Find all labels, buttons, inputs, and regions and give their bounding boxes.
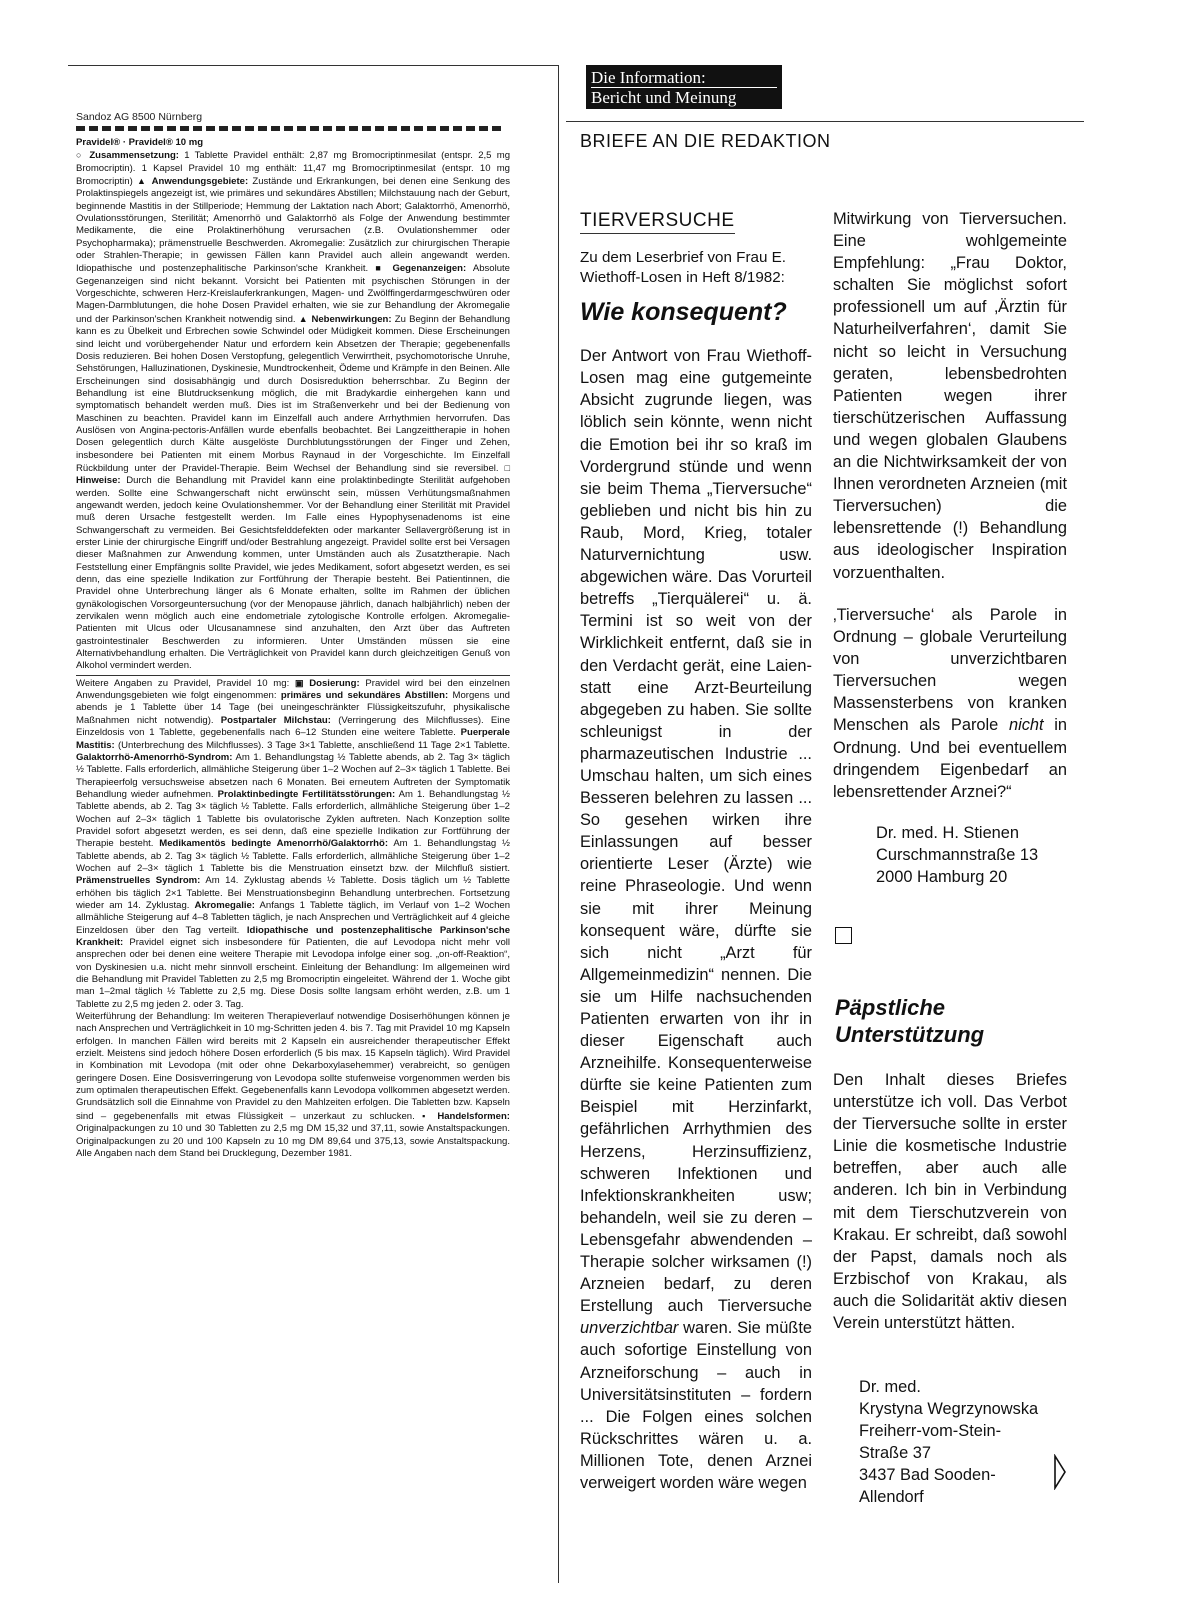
- letter2-headline: [835, 994, 1069, 1048]
- ad-dosage-text: (Unterbrechung des Milchflusses). 3 Tage 3×1 Tablette, anschließend 11 Tage 2×1 Tablette.: [117, 739, 510, 751]
- ad-dosage-text: Am 14. Zyklustag abends ½ Tablette. Dosis täglich um ½ Tablette erhöhen bis täglich 2×1 Tablette. Bei Menstruationsbeginn Behandlung unterbrechen. Fortsetzung wieder am 14. Zyklustag.: [76, 875, 510, 911]
- ad-section-text: Zu Beginn der Behandlung kann es zu Übelkeit und Erbrechen sowie Schwindel oder Müdigkeit kommen. Diese Erscheinungen sind leicht und vorübergehender Natur und erfordern kein Absetzen der Therapie; gegebenenfalls Dosis reduzieren. Bei hohen Dosen Verstopfung, gelegentlich Verwirrtheit, psychomotorische Unruhe, Sehstörungen, Halluzinationen, Dyskinesie, Mundtrockenheit, Ödeme und Krämpfe in den Beinen. Alle Erscheinungen sind dosisabhängig und durch Dosisreduktion beherrschbar. Zu Beginn der Behandlung ist eine Blutdrucksenkung möglich, die mit Bradykardie einhergehen kann und symptomatisch behandelt werden muß. Dies ist im Straßenverkehr und bei der Bedienung von Maschinen zu beachten. Pravidel kann im Einzelfall auch andere Arrhythmien hervorrufen. Das Auslösen von Angina-pectoris-Anfällen wurde ebenfalls beobachtet. Bei Langzeittherapie in hohen Dosen gelegentlich durch Kälte ausgelöste Durchblutungsstörungen der Finger und Zehen, insbesondere bei Patienten mit einem Morbus Raynaud in der Vorgeschichte. Im Einzelfall Rückbildung unter der Pravidel-Therapie. Beim Wechsel der Behandlung sind sie reversibel.: [76, 313, 511, 474]
- letter-paragraph-2: [833, 604, 1067, 803]
- letter2-body: Den Inhalt dieses Briefes unterstütze ich voll. Das Verbot der Tierversuche sollte in erster Linie die kosmetische Industrie betreffen, aber auch alle anderen. Ich bin in Verbindung mit dem Tierschutzverein von Krakau. Er schreibt, daß sowohl der Papst, damals noch als Erzbischof von Krakau, als auch die Solidarität aktiv diesen Verein unterstützt hätten.: [833, 1071, 1067, 1333]
- ad-dosage-lead: Akromegalie:: [194, 899, 255, 911]
- letter-kicker: TIERVERSUCHE: [580, 210, 735, 234]
- ad-dosage-text: Morgens und abends je 1 Tablette über 14 Tage (bei uneingeschränkter Flüssigkeitszufuhr, physikalische Maßnahmen nicht notwendig).: [76, 690, 510, 726]
- letter-intro: Zu dem Leserbrief von Frau E. Wiethoff-Losen in Heft 8/1982:: [580, 249, 786, 286]
- ad-dosage-lead: Puerperale Mastitis:: [76, 727, 510, 751]
- ad-section-lead: Nebenwirkungen:: [311, 313, 392, 325]
- section-title: BRIEFE AN DIE REDAKTION: [580, 131, 831, 151]
- letter-body-text: in Ordnung. Und bei eventuellem dringendem Eigenbedarf an lebensrettender Arznei?“: [833, 716, 1068, 801]
- letter-headline: Wie konsequent?: [580, 298, 787, 327]
- signature-line: Krystyna Wegrzynowska: [859, 1400, 1039, 1418]
- ad-dosage-text: (Verringerung des Milchflusses). Eine Einzeldosis von 1 Tablette, gegebenenfalls nach 6–12 Stunden eine weitere Tablette.: [76, 714, 511, 739]
- continue-arrow-icon: [1052, 1454, 1068, 1496]
- ad-handelsformen-lead: Handelsformen:: [437, 1110, 510, 1122]
- signature-line: Curschmannstraße 13: [876, 846, 1039, 864]
- ad-section-lead: Hinweise:: [76, 475, 121, 487]
- ad-dosage-text: Am 1. Behandlungstag ½ Tablette abends, ab 2. Tag 3× täglich ½ Tablette. Falls erforderlich, allmähliche Steigerung über 1–2 Wochen auf 2–3× täglich 1 Tablette bis die Menstruation einsetzt bzw. der Milchfluß sistiert.: [76, 838, 510, 874]
- ad-dosage-text: Anfangs 1 Tablette täglich, im Verlauf von 1–2 Wochen allmähliche Steigerung auf 4–8 Tabletten täglich, je nach Ansprechen und Verträglichkeit auf 4 gleiche Einzeldosen über den Tag verteilt.: [76, 899, 511, 936]
- signature-line: Dr. med. H. Stienen: [876, 824, 1020, 842]
- ad-divider: [76, 675, 510, 676]
- section-banner: [586, 65, 782, 109]
- ad-dosage-text: Am 1. Behandlungstag ½ Tablette abends, ab 2. Tag 3× täglich ½ Tablette. Falls erforderlich, allmähliche Steigerung über 1–2 Wochen auf 2–3× täglich 1 Tablette. Bei Therapieerfolg versuchsweise absetzen nach 6 Monaten. Bei erneutem Auftreten der Symptomatik Behandlung wieder aufnehmen.: [76, 751, 510, 800]
- ad-dosage-text: Weitere Angaben zu Pravidel, Pravidel 10 mg:: [76, 677, 290, 689]
- ad-section-lead: Zusammensetzung:: [89, 150, 179, 162]
- letter-body-text: ‚Tierversuche‘ als Parole in Ordnung – globale Verurteilung von unverzichtbaren Tierversuchen wegen Massensterbens von kranken Menschen als Parole: [833, 606, 1067, 735]
- ad-top-rule: [68, 65, 558, 66]
- warning-icon: ▲: [298, 313, 309, 324]
- signature-line: Freiherr-vom-Stein-: [859, 1422, 1002, 1440]
- ad-section-lead: Gegenanzeigen:: [392, 263, 467, 275]
- banner-line-1: Die Information:: [591, 68, 706, 87]
- ad-dosage-lead: primäres und sekundäres Abstillen:: [280, 690, 449, 702]
- signature-line: 3437 Bad Sooden-: [859, 1466, 996, 1484]
- ad-dashed-rule: [76, 126, 504, 131]
- ad-dosage-lead: Galaktorrhö-Amenorrhö-Syndrom:: [76, 751, 233, 763]
- ad-dosage-lead: Prämenstruelles Syndrom:: [76, 875, 201, 887]
- letter2-signature: [859, 1376, 1069, 1508]
- signature-line: Allendorf: [859, 1488, 924, 1506]
- ad-company: Sandoz AG 8500 Nürnberg: [76, 111, 203, 123]
- ad-dosage-lead: Idiopathische und postenzephalitische Parkinson'sche Krankheit:: [76, 924, 511, 948]
- ad-section-text: Absolute Gegenanzeigen sind nicht bekannt. Vorsicht bei Patienten mit psychischen Störungen in der Vorgeschichte, schweren Herz-Kreislauferkrankungen, Magen- und Zwölffingerdarmgeschwüren oder Magen-Darmblutungen, die hohe Dosen Pravidel erhalten, wie sie zur Behandlung der Akromegalie und der Parkinson'schen Krankheit notwendig sind.: [76, 263, 510, 325]
- ad-title: Pravidel® · Pravidel® 10 mg: [76, 137, 204, 148]
- pill-icon: ▣: [294, 677, 304, 688]
- triangle-icon: ▲: [136, 176, 148, 187]
- pharma-advertisement: [68, 65, 560, 1583]
- package-icon: ▪: [422, 1110, 430, 1121]
- column-divider: [558, 65, 559, 1583]
- ad-section-text: 1 Tablette Pravidel enthält: 2,87 mg Bromocriptinmesilat (entspr. 2,5 mg Bromocriptin). 1 Kapsel Pravidel 10 mg enthält: 11,47 mg Bromocriptinmesilat (entspr. 10 mg Bromocriptin): [76, 150, 510, 188]
- section-rule: [566, 121, 1084, 122]
- ad-dosage-text: Am 1. Behandlungstag ½ Tablette abends, ab 2. Tag 3× täglich ½ Tablette. Falls erforderlich, allmähliche Steigerung über 1–2 Wochen auf 2–3× täglich 1 Tablette bis ovulatorische Zyklen auftreten. Nach Konzeption sollte Pravidel sofort abgesetzt werden, es sei denn, daß eine spezielle Indikation zur Fortführung der Therapie besteht.: [76, 788, 510, 850]
- ad-body: [76, 137, 510, 1160]
- letter-continuation: [833, 208, 1067, 584]
- circle-icon: ○: [76, 150, 85, 161]
- letter-body-text: waren. Sie müßte auch sofortige Einstellung von Arzneiforschung – auch in Universitätsinstituten – fordern ... Die Folgen eines solchen Rückschrittes wären u. a. Millionen Tote, denen Arznei verweigert worden wäre wegen: [580, 1319, 812, 1492]
- square-icon: ■: [375, 263, 386, 274]
- ad-dosage-lead: Dosierung:: [309, 677, 360, 689]
- signature-line: Straße 37: [859, 1444, 931, 1462]
- banner-line-2: Bericht und Meinung: [591, 87, 777, 107]
- ad-dosage-lead: Postpartaler Milchstau:: [220, 714, 331, 726]
- letter-column-middle: [580, 210, 812, 1494]
- ad-section-text: Zustände und Erkrankungen, bei denen eine Senkung des Prolaktinspiegels angezeigt ist, wie primäres und sekundäres Abstillen; Milchstauung nach der Geburt, beginnende Mastitis in der Stillperiode; Hemmung der Laktation nach Abort; Galaktorrhö, Amenorrhö, Ovulationsstörungen, Sterilität; Amenorrhö und Galaktorrhö als Folge der Anwendung bestimmter Medikamente, die eine Prolaktinerhöhung verursachen (z.B. Ovulationshemmer oder Psychopharmaka); prämenstruelle Beschwerden. Akromegalie: Zusätzlich zur chirurgischen Therapie oder Strahlen-Therapie; in gewissen Fällen kann Pravidel auch allein angewandt werden. Idiopathische und postenzephalitische Parkinson'sche Krankheit.: [76, 176, 510, 275]
- ad-dosage-lead: Medikamentös bedingte Amenorrhö/Galaktorrhö:: [159, 838, 389, 850]
- letter-column-right: [833, 208, 1067, 584]
- square-outline-icon: □: [504, 462, 510, 473]
- signature-line: Dr. med.: [859, 1378, 921, 1396]
- letter-body-emphasis: unverzichtbar: [580, 1319, 679, 1338]
- signature-line: 2000 Hamburg 20: [876, 868, 1008, 886]
- letter-body-continued: [833, 208, 1067, 584]
- letter2-headline-line: Päpstliche: [835, 995, 946, 1020]
- letter2-headline-line: Unterstützung: [835, 1022, 985, 1047]
- ad-handelsformen: Originalpackungen zu 10 und 30 Tabletten zu 2,5 mg DM 15,32 und 37,11, sowie Anstaltspackungen. Originalpackungen zu 20 und 100 Kapseln zu 10 mg DM 89,64 und 375,13, sowie Anstaltspackung. Alle Angaben nach dem Stand bei Drucklegung, Dezember 1981.: [76, 1123, 510, 1159]
- ad-section-text: Durch die Behandlung mit Pravidel kann eine prolaktinbedingte Sterilität aufgehoben werden. Sollte eine Schwangerschaft nicht erwünscht sein, müssen Verhütungsmaßnahmen angewandt werden, jedoch keine Ovulationshemmer. Vor der Behandlung einer Sterilität mit Pravidel muß deren Ursache festgestellt werden. Im Falle eines Hypophysenadenoms ist eine Schwangerschaft zu vermeiden. Bei Gesichtsfelddefekten oder markanter Sellavergrößerung ist in erster Linie der chirurgische Eingriff und/oder Bestrahlung angezeigt. Pravidel sollte erst bei Versagen dieser Maßnahmen zur Anwendung kommen, unter Umständen auch als Zusatztherapie. Nach Feststellung einer Empfängnis sollte Pravidel, wie jedes Medikament, sofort abgesetzt werden, es sei denn, das eine spezielle Indikation zur Fortführung der Therapie besteht. Bei Patientinnen, die Pravidel ohne Unterbrechung länger als 6 Monate erhalten, sollte im Rahmen der üblichen gynäkologischen Vorsorgeuntersuchung (vor der Menopause jährlich, danach halbjährlich) neben der zervikalen wenn möglich auch eine endometriale zytologische Kontrolle erfolgen. Akromegalie-Patienten mit Ulcus oder Ulcusanamnese sind anzuhalten, den Arzt über das Auftreten gastrointestinaler Beschwerden zu informieren. Unter Umständen müssen sie eine Alternativbehandlung erhalten. Die Verträglichkeit von Pravidel kann durch gleichzeitigen Genuß von Alkohol vermindert werden.: [76, 475, 511, 672]
- letter-body-text: Der Antwort von Frau Wiethoff-Losen mag eine gutgemeinte Absicht zugrunde liegen, was löblich sein könnte, wenn nicht die Emotion bei ihr so kraß im Vordergrund stünde und wenn sie beim Thema „Tierversuche“ geblieben und nicht bis hin zu Raub, Mord, Krieg, totaler Naturvernichtung usw. abgewichen wäre. Das Vorurteil betreffs „Tierquälerei“ u. ä. Termini ist so weit von der Wirklichkeit entfernt, daß sie in den Verdacht gerät, eine Laien- statt eine Arzt-Beurteilung abgegeben zu haben. Sie sollte schleunigst in der pharmazeutischen Industrie ... Umschau halten, um sich eines Besseren belehren zu lassen ... So gesehen wirken ihre Einlassungen auf besser orientierte Leser (Ärzte) wie reine Phraseologie. Und wenn sie mit ihrer Meinung konsequent wäre, dürfte sie sich nicht „Arzt für Allgemeinmedizin“ nennen. Die sie um Hilfe nachsuchenden Patienten erwarten von ihr in dieser Eigenschaft auch Arzneihilfe. Konsequenterweise dürfte sie keine Patienten zum Beispiel mit Herzinfarkt, gefährlichen Arrhythmien des Herzens, Herzinsuffizienz, schweren Infektionen und Infektionskrankheiten usw; behandeln, weil sie zu deren – Lebensgefahr abwendenden – Therapie solcher wirksamen (!) Arzneien bedarf, zu deren Erstellung auch Tierversuche: [580, 347, 812, 1316]
- ad-continuation: Weiterführung der Behandlung: Im weiteren Therapieverlauf notwendige Dosiserhöhungen können je nach Ansprechen und Verträglichkeit in 10 mg-Schritten jeden 4. bis 7. Tag mit Pravidel 10 mg Kapseln erfolgen. In manchen Fällen wird bereits mit 2 Kapseln ein ausreichender therapeutischer Effekt erzielt. Meistens sind jedoch höhere Dosen erforderlich (5 bis max. 15 Kapseln täglich). Wird Pravidel in Kombination mit Levodopa (mit oder ohne Dekarboxylasehemmer) verabreicht, so genügen geringere Dosen. Eine Dosisverringerung von Levodopa sollte stufenweise vorgenommen werden bis zum optimalen therapeutischen Effekt. Gegebenenfalls kann Levodopa vollkommen abgesetzt werden. Grundsätzlich soll die Einnahme von Pravidel zu den Mahlzeiten erfolgen. Die Tabletten bzw. Kapseln sind – gegebenenfalls mit etwas Flüssigkeit – unzerkaut zu schlucken.: [76, 1011, 510, 1122]
- letter-body-emphasis: nicht: [1008, 716, 1044, 735]
- letter-signature: [876, 822, 1076, 888]
- ad-section-lead: Anwendungsgebiete:: [151, 176, 249, 188]
- ad-dosage-text: Pravidel wird bei den einzelnen Anwendungsgebieten wie folgt eingenommen:: [76, 677, 510, 702]
- ad-dosage-lead: Prolaktinbedingte Fertilitätsstörungen:: [217, 788, 396, 800]
- end-of-letter-box-icon: [835, 927, 852, 944]
- letter-body-text: Mitwirkung von Tierversuchen. Eine wohlgemeinte Empfehlung: „Frau Doktor, schalten Sie möglichst sofort professionell um auf ‚Ärztin für Naturheilverfahren‘, damit Sie nicht so leicht in Versuchung geraten, lebensbedrohten Patienten wegen ihrer tierschützerischen Auffassung und wegen globalen Glaubens an die Nichtwirksamkeit der von Ihnen verordneten Arzneien (mit Tierversuchen) die lebensrettende (!) Behandlung aus ideologischer Inspiration vorzuenthalten.: [833, 210, 1067, 582]
- ad-dosage-text: Pravidel eignet sich insbesondere für Patienten, die auf Levodopa nicht mehr voll ansprechen oder bei denen eine weitere Therapie mit Levodopa infolge einer sog. „on-off-Reaktion“, von Dyskinesien u.a. nicht mehr sinnvoll erscheint. Einleitung der Behandlung: Im allgemeinen wird die Behandlung mit Pravidel Tabletten zu 2,5 mg Bromocriptin eingeleitet. Während der 1. Woche gibt man 1–2mal täglich ½ Tablette zu 2,5 mg. Diese Dosis sollte langsam erhöht werden, z.B. um 1 Tablette zu 2,5 mg jeden 2. oder 3. Tag.: [76, 937, 510, 1010]
- letter-body: [580, 345, 812, 1494]
